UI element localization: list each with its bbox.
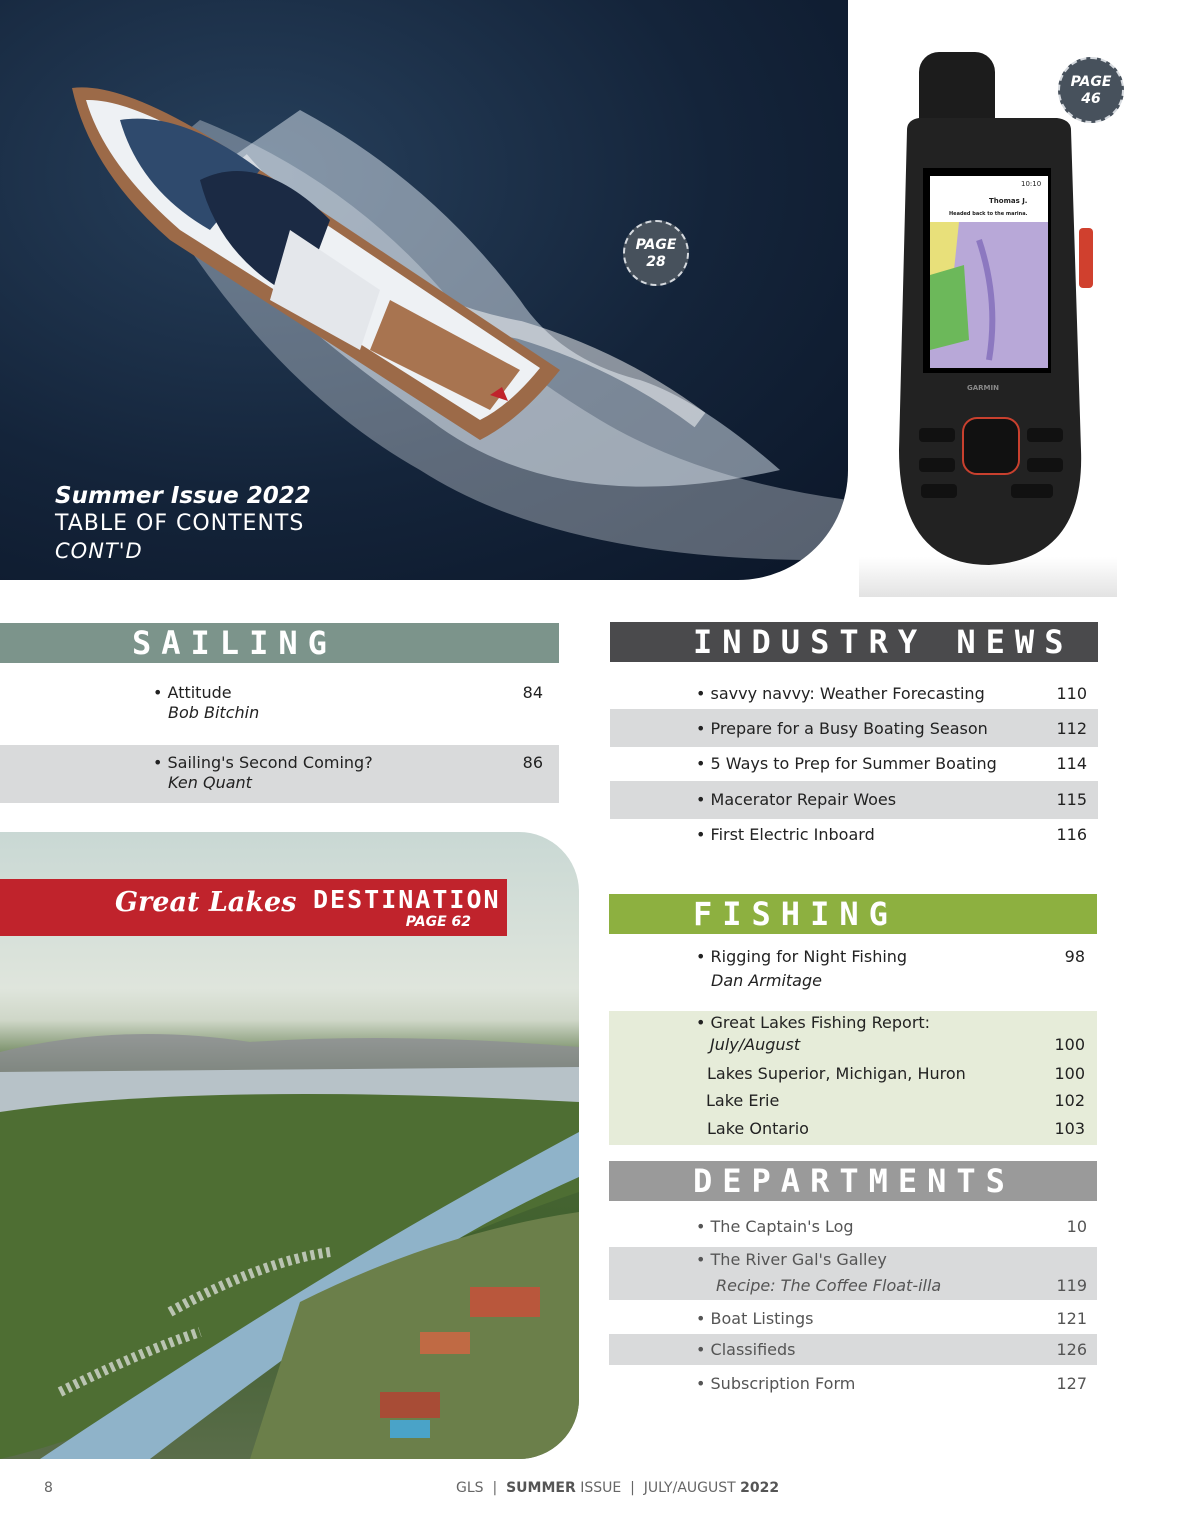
toc-continued: CONT'D [55,539,143,563]
entry-title: • Attitude [153,683,232,702]
entry-subtitle: July/August [710,1035,801,1054]
entry-page: 114 [1056,754,1087,773]
destination-page: PAGE 62 [405,914,471,930]
entry-page: 100 [1054,1064,1085,1083]
toc-entry-river-gals-galley[interactable] [609,1250,1097,1296]
entry-title: • Great Lakes Fishing Report: [696,1013,931,1032]
toc-entry-attitude[interactable] [0,683,559,733]
badge-label: PAGE [635,237,677,253]
footer-issue-bold: SUMMER [506,1480,576,1496]
entry-page: 84 [522,683,543,702]
entry-page: 103 [1054,1119,1085,1138]
toc-entry-night-fishing[interactable] [609,947,1097,997]
toc-entry-captains-log[interactable] [609,1217,1097,1239]
fishing-title: FISHING [693,895,898,933]
entry-title: • Macerator Repair Woes [696,790,897,809]
toc-entry-subscription-form[interactable] [609,1374,1097,1396]
entry-page: 112 [1056,719,1087,738]
badge-number: 28 [646,254,666,270]
badge-number: 46 [1081,91,1101,107]
hero-title [55,482,311,564]
entry-page: 86 [522,753,543,772]
entry-page: 127 [1056,1374,1087,1393]
toc-entry-lakes-superior[interactable] [609,1064,1097,1086]
entry-page: 100 [1054,1035,1085,1054]
toc-entry-electric-inboard[interactable] [610,825,1098,847]
svg-text:GARMIN: GARMIN [967,384,999,392]
footer-issue: ISSUE [580,1480,622,1496]
toc-entry-busy-season[interactable] [610,719,1098,741]
industry-news-title: INDUSTRY NEWS [693,623,1074,661]
entry-page: 119 [1056,1276,1087,1295]
toc-title: TABLE OF CONTENTS [55,511,305,536]
entry-title: Lake Ontario [707,1119,809,1138]
toc-entry-lake-ontario[interactable] [609,1119,1097,1141]
entry-title: • Boat Listings [696,1309,814,1328]
entry-title: Lakes Superior, Michigan, Huron [707,1064,966,1083]
destination-banner[interactable] [0,879,507,936]
footer-separator: | [492,1480,498,1496]
toc-entry-macerator[interactable] [610,790,1098,812]
entry-author: Ken Quant [168,773,252,792]
entry-page: 126 [1056,1340,1087,1359]
toc-entry-classifieds[interactable] [609,1340,1097,1362]
entry-author: Bob Bitchin [168,703,260,722]
entry-page: 121 [1056,1309,1087,1328]
page-number: 8 [44,1480,53,1496]
gps-device-photo [859,0,1117,597]
entry-title: • Prepare for a Busy Boating Season [696,719,988,738]
entry-page: 110 [1056,684,1087,703]
sailing-header [0,623,559,663]
entry-page: 116 [1056,825,1087,844]
entry-title: • Sailing's Second Coming? [153,753,373,772]
entry-title: Lake Erie [706,1091,780,1110]
footer-publication [456,1480,779,1496]
entry-page: 102 [1054,1091,1085,1110]
entry-title: • savvy navvy: Weather Forecasting [696,684,985,703]
hero-boat-photo [0,0,848,580]
departments-title: DEPARTMENTS [693,1162,1015,1200]
toc-entry-lake-erie[interactable] [609,1091,1097,1113]
destination-title: DESTINATION [313,885,501,914]
toc-entry-fishing-report[interactable] [609,1013,1097,1057]
footer-date: JULY/AUGUST [643,1480,736,1496]
footer-year: 2022 [740,1480,780,1496]
toc-entry-savvy-navvy[interactable] [610,684,1098,706]
sailing-title: SAILING [132,624,337,662]
footer-separator: | [630,1480,635,1496]
entry-title: • First Electric Inboard [696,825,875,844]
entry-title: • Classifieds [696,1340,796,1359]
entry-title: • 5 Ways to Prep for Summer Boating [696,754,997,773]
toc-entry-five-ways[interactable] [610,754,1098,776]
entry-page: 10 [1066,1217,1087,1236]
boat-page-badge[interactable] [623,220,689,286]
svg-text:Headed back to the marina.: Headed back to the marina. [949,211,1028,217]
entry-page: 115 [1056,790,1087,809]
destination-script-title: Great Lakes [115,887,297,918]
entry-title: • The Captain's Log [696,1217,854,1236]
issue-title: Summer Issue 2022 [55,483,311,509]
entry-title: • Rigging for Night Fishing [696,947,908,966]
industry-news-header [610,622,1098,662]
toc-entry-sailings-second-coming[interactable] [0,753,559,798]
fishing-header [609,894,1097,934]
entry-title: • The River Gal's Galley [696,1250,887,1269]
entry-page: 98 [1064,947,1085,966]
entry-title: • Subscription Form [696,1374,856,1393]
entry-subtitle: Recipe: The Coffee Float-illa [716,1276,942,1295]
departments-header [609,1161,1097,1201]
toc-entry-boat-listings[interactable] [609,1309,1097,1331]
svg-text:10:10: 10:10 [1021,180,1042,188]
svg-text:Thomas J.: Thomas J. [989,197,1028,205]
badge-label: PAGE [1070,74,1112,90]
gps-page-badge[interactable] [1058,57,1124,123]
footer-pub: GLS [456,1480,484,1496]
entry-author: Dan Armitage [711,971,822,990]
